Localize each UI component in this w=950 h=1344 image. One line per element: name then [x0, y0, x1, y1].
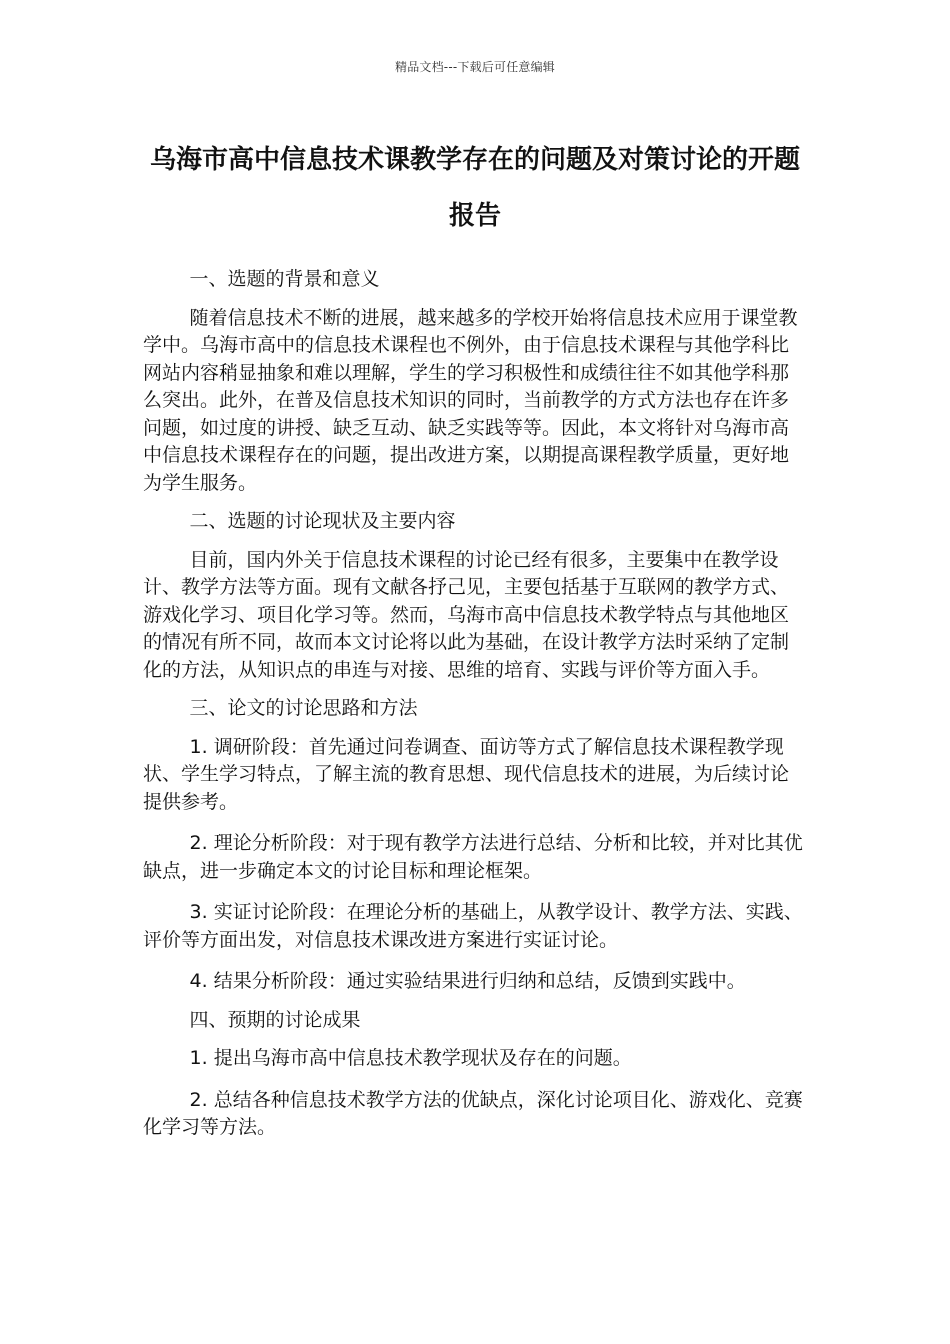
expected-result-item: 1. 提出乌海市高中信息技术教学现状及存在的问题。 — [189, 1047, 632, 1069]
section-heading: 一、选题的背景和意义 — [189, 268, 380, 290]
body-paragraph: 随着信息技术不断的进展，越来越多的学校开始将信息技术应用于课堂教学中。乌海市高中的信息技术课程也不例外，由于信息技术课程与其他学科比网站内容稍显抽象和难以理解，学生的学习积极性和成绩往往不如其他学科那么突出。此外，在普及信息技术知识的同时，当前教学的方式方法也存在许多问题，如过度的讲授、缺乏互动、缺乏实践等等。因此，本文将针对乌海市高中信息技术课程存在的问题，提出改进方案，以期提高课程教学质量，更好地为学生服务。 — [143, 306, 798, 494]
method-step: 2. 理论分析阶段：对于现有教学方法进行总结、分析和比较，并对比其优缺点，进一步确定本文的讨论目标和理论框架。 — [143, 832, 803, 882]
method-step: 3. 实证讨论阶段：在理论分析的基础上，从教学设计、教学方法、实践、评价等方面出发，对信息技术课改进方案进行实证讨论。 — [143, 901, 803, 951]
document-title: 乌海市高中信息技术课教学存在的问题及对策讨论的开题报告 — [149, 145, 800, 231]
body-paragraph: 目前，国内外关于信息技术课程的讨论已经有很多，主要集中在教学设计、教学方法等方面。现有文献各抒己见，主要包括基于互联网的教学方式、游戏化学习、项目化学习等。然而，乌海市高中信息技术教学特点与其他地区的情况有所不同，故而本文讨论将以此为基础，在设计教学方法时采纳了定制化的方法，从知识点的串连与对接、思维的培育、实践与评价等方面入手。 — [143, 548, 790, 681]
section-heading: 四、预期的讨论成果 — [189, 1008, 361, 1031]
header-note: 精品文档---下载后可任意编辑 — [395, 60, 555, 74]
expected-result-item: 2. 总结各种信息技术教学方法的优缺点，深化讨论项目化、游戏化、竞赛化学习等方法。 — [143, 1088, 803, 1138]
method-step: 4. 结果分析阶段：通过实验结果进行归纳和总结，反馈到实践中。 — [189, 970, 746, 992]
method-step: 1. 调研阶段：首先通过问卷调查、面访等方式了解信息技术课程教学现状、学生学习特点，了解主流的教育思想、现代信息技术的进展，为后续讨论提供参考。 — [143, 735, 790, 813]
section-heading: 三、论文的讨论思路和方法 — [189, 697, 418, 719]
document-body — [143, 266, 807, 1153]
section-heading: 二、选题的讨论现状及主要内容 — [189, 510, 456, 532]
